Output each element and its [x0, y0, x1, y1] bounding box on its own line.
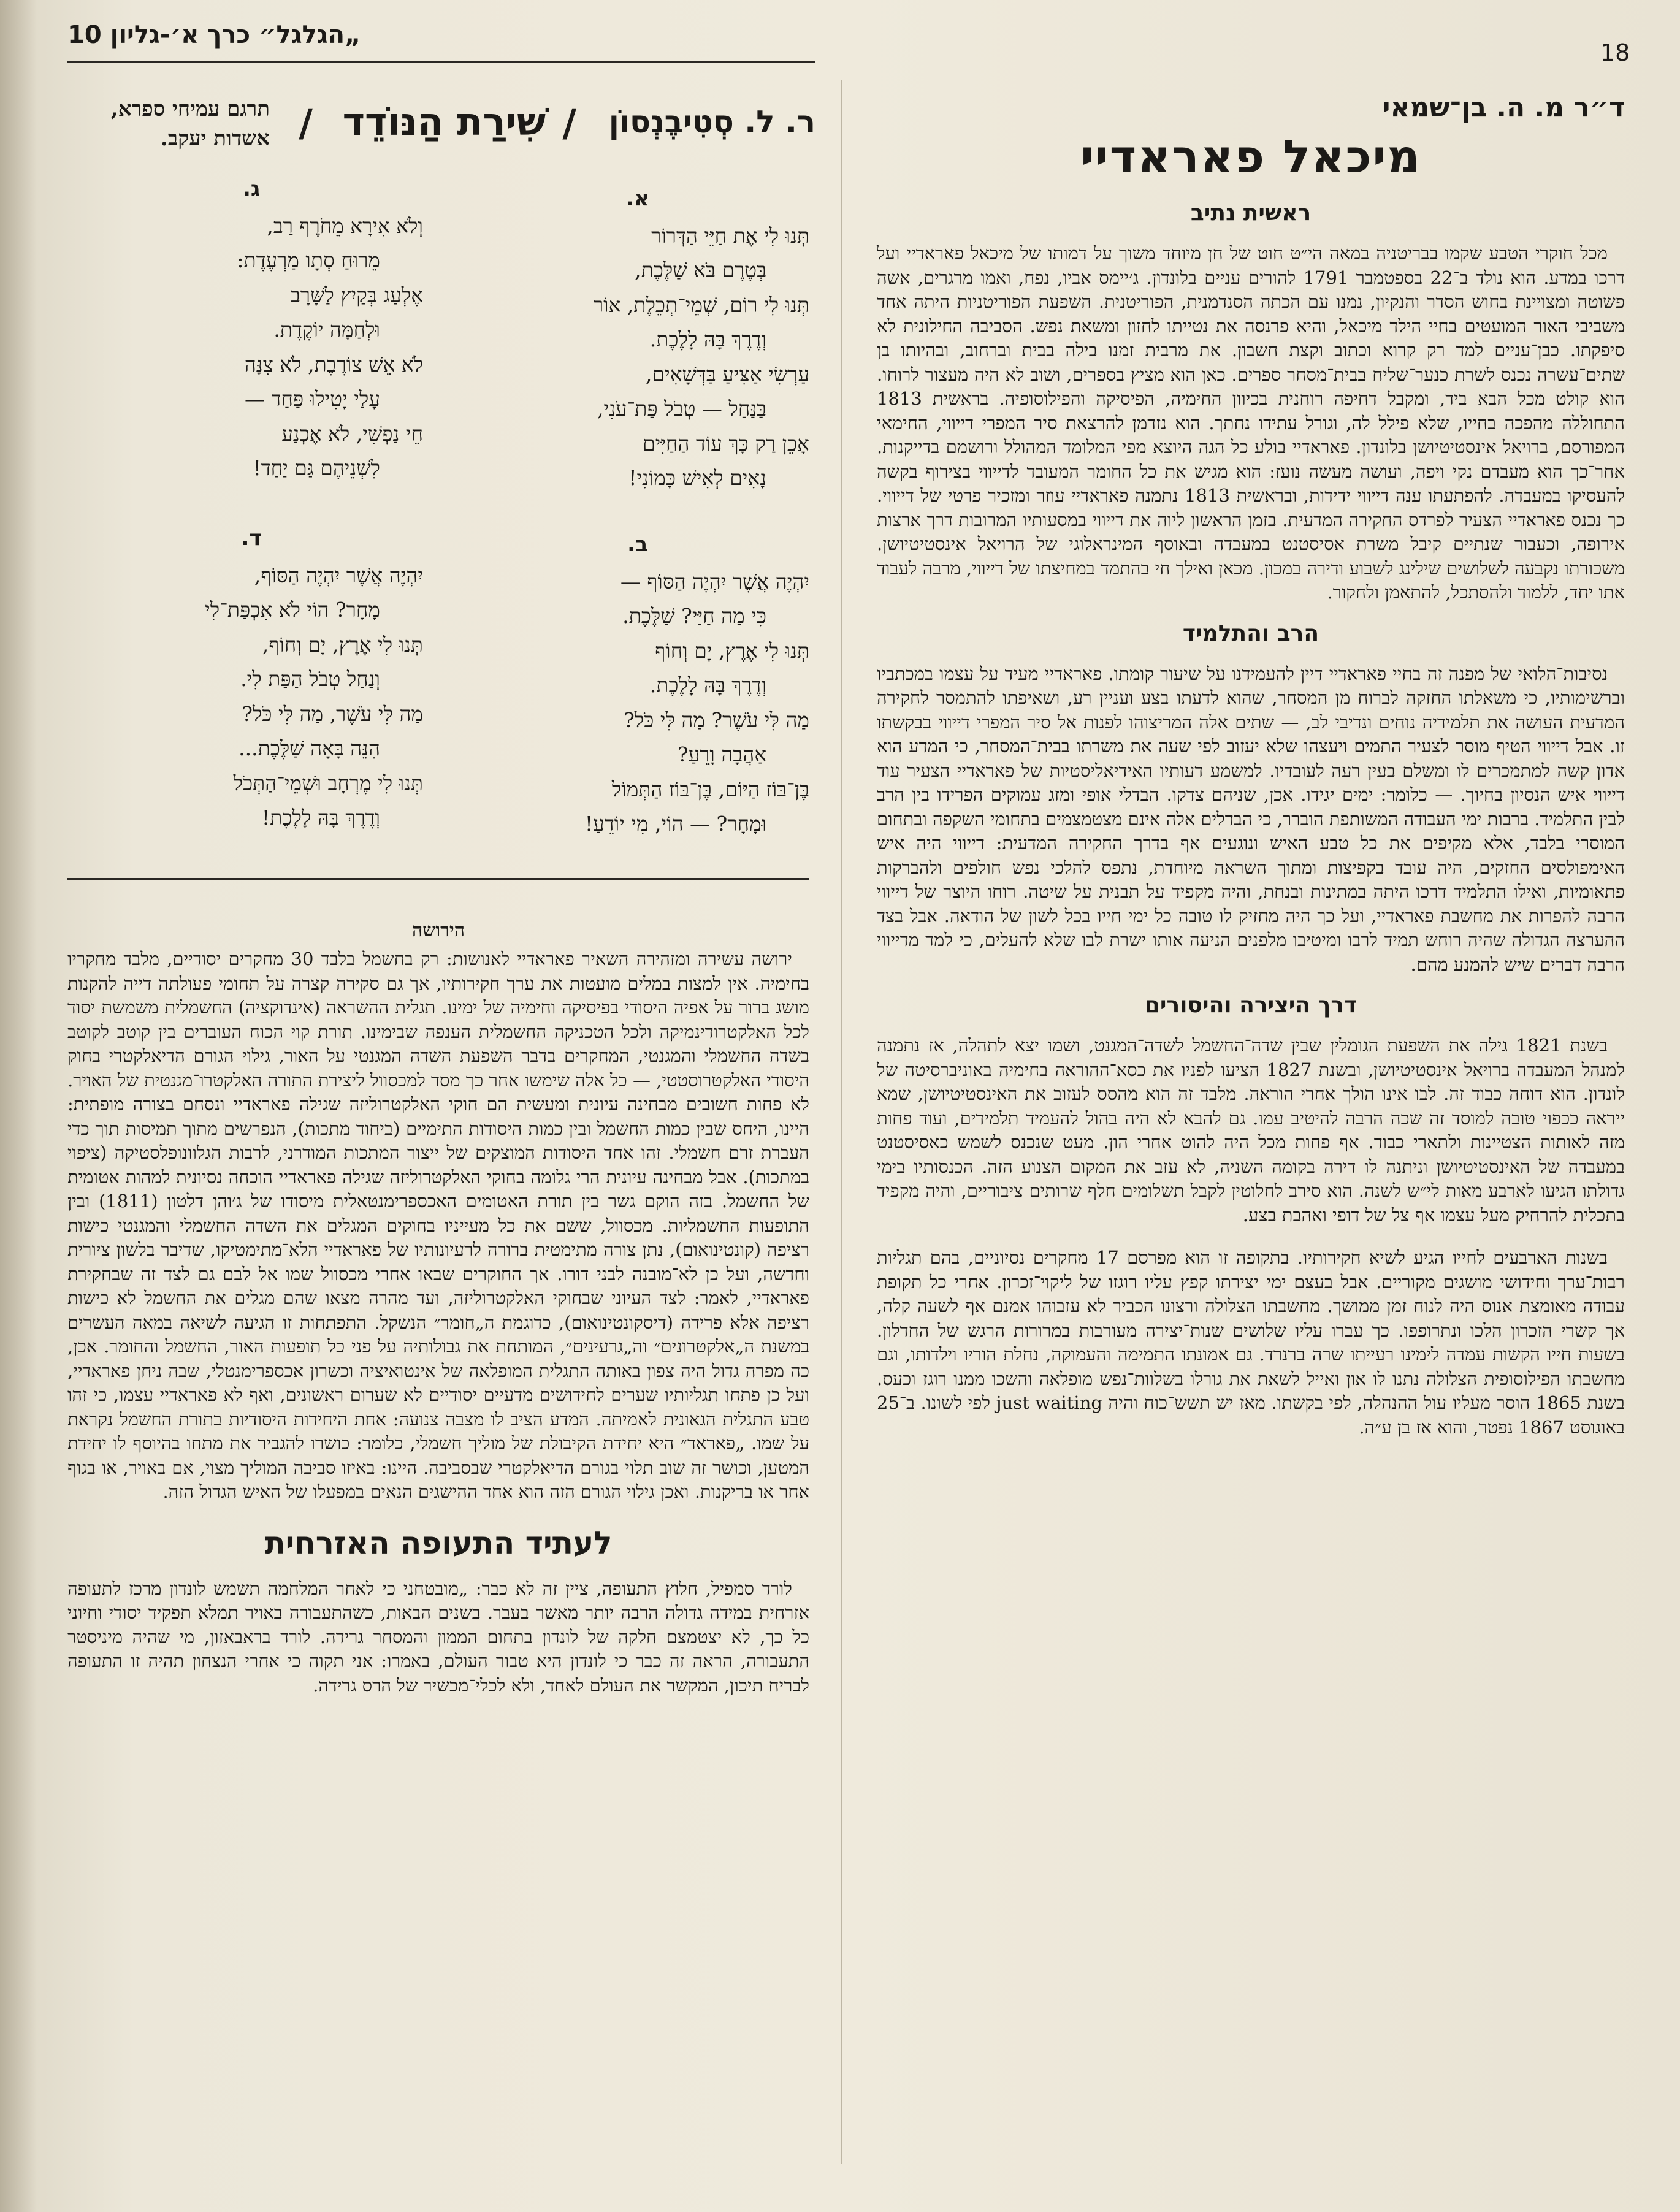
poem-line: אֶלְעַג בְּקַיִץ לַשָּׁרָב [290, 283, 423, 307]
poem-line: וְדֶרֶךְ בָּהּ לָלֶכֶת! [262, 806, 380, 830]
section-paragraph: נסיבות־הלואי של מפנה זה בחיי פאראדיי דיין להעמידנו על שיעור קומתו. פאראדיי מעיד על עצמו במכתביו וברשימותיו, כי משאלתו החזקה לברוח מן המסחר, שהוא לדעתו בצע ועניין רע, ושאיפתו להתמסר לחקירה המדעית העושה את תלמידיה נוחים ונדיבי לב, — שתים אלה המריצוהו לפנות אל סיר המפרי דייווי בבקשתו זו. אבל דייווי הטיף מוסר לצעיר התמים ויעצהו שלא יעזוב לפי שעה את משרתו בבית־המסחר, כי המדע הוא אדון קשה למתמכרים לו ומשלם בעין רעה לעובדיו. למשמע דעותיו האידיאליסטיות של פאראדיי הצעיר עוד דייווי איש הנסיון בחיוך. — כלומר: ימים יגידו. אכן, שניהם צדקו. הבדלי אופי ומזג עמוקים הפרידו בין הרב לבין התלמיד. ברבות ימי העבודה המשותפת הוברר, כי הבדלים אלה אינם מצטמצמים בתחומי השקפה ובתחום המוסרי בלבד, אלא מקיפים את כל טבע האיש ונוגעים אף בדרך החקירה המדעית: דייווי היה איש האימפולסים החזקים, היה עובד בקפיצות ומתוך השראה מיוחדת, נתפס להלכי נפש חולפים ולהברקות פתאומיות, ואילו התלמיד דרכו היתה במתינות ובנחת, והיה מקפיד על תבנית על שיטה. רוחו היוצר של דייווי הרבה להפרות את מחשבת פאראדיי, ועל כך היה מחזיק לו טובה כל ימי חייו בכל לשון של הודאה. אבל בצד ההערצה הגדולה שהיה רוחש תמיד לרבו ומיטיבו מלפנים הניעה אותו ישרת לבו שלא להעלים, כי למד מדייווי הרבה דברים שיש להמנע מהם. [877, 663, 1625, 975]
section-paragraph: בשנות הארבעים לחייו הגיע לשיא חקירותיו. בתקופה זו הוא מפרסם 17 מחקרים נסיוניים, בהם תגליות רבות־ערך וחידושי מושגים מקוריים. אבל בעצם ימי יצירתו קפץ עליו רוגזו של ליקוי־זכרון. אחרי כל תקופת עבודה מאומצת אנוס היה לנוח זמן ממושך. מחשבתו הצלולה ורצונו הכביר לא עזבוהו אמנם אף לשעה קלה, אך קשרי הזכרון הלכו ונתרופפו. כך עברו עליו שלושים שנות־יצירה מעורבות במרורות הרגש של החדלון. בשעות חייו הקשות עמדה לימינו רעייתו שרה ברנרד. גם אמונתו התמימה והעמוקה, נחלת הוריו וילדותו, וגם מחשבתו הפילוסופית הצלולה נתנו לו און ואייל לשאת את גורלו בשלוות־נפש מופלאה והשכו ממנו רוגז וכעס. בשנת 1865 הוסר מעליו עול ההנהלה, לפי בקשתו. מאז יש תשש־כוח והיה just waiting לפי לשונו. ב־25 באוגוסט 1867 נפטר, והוא אז בן ע״ה. [877, 1247, 1625, 1438]
poem-line: מַה לִּי עֹשֶׁר? מַה לִּי כֹּל? [624, 707, 809, 732]
poem-line: חֵי נַפְשִׁי, לֹא אֶכְנַע [281, 421, 423, 446]
poem-line: לֹא אֵשׁ צוֹרֶבֶת, לֹא צִנָּה [244, 352, 423, 376]
poem-line: לִשְׁנֵיהֶם גַּם יַחַד! [253, 456, 380, 480]
poem-line: תְּנוּ לִי אֶת חַיֵּי הַדְּרוֹר [651, 223, 809, 248]
running-head: „הגלגל״ כרך א׳-גליון 10 [67, 21, 361, 49]
poem-line: מָחָר? הוֹי לֹא אִכְפַּת־לִי [205, 598, 380, 622]
stanza-number: ד. [241, 526, 262, 551]
poem-line: יִהְיֶה אֲשֶׁר יִהְיֶה הַסּוֹף — [620, 569, 809, 593]
stanza-number: ג. [242, 177, 261, 201]
aviation-article-title: לעתיד התעופה האזרחית [264, 1525, 613, 1561]
poem-line: הִנֵּה בָּאָה שַׁלֶּכֶת... [239, 736, 380, 760]
legacy-paragraph: ירושה עשירה ומזהירה השאיר פאראדיי לאנושות: רק בחשמל בלבד 30 מחקרים יסודיים, מלבד מחקריו בחימיה. אין למצות במלים מועטות את ערך חקירותיו, אך גם סקירה קצרה על תחומי פעולתה דייה להקנות מושג ברור על אפיה היסודי בפיסיקה וחימיה של ימינו. תגלית ההשראה (אינדוקציה) החשמלית משמשת יסוד לכל האלקטרודינמיקה ולכל הטכניקה החשמלית הענפה שבימינו. תורת קוי הכוח העוברים בין קוטב לקוטב בשדה החשמלי והמגנטי, המחקרים בדבר השפעת השדה המגנטי על האור, גילוי הגורם הדיאלקטרי בחוק היסודי האלקטרוסטטי, — כל אלה שימשו אחר כך מסד למכסוול ליצירת התורה האלקטרו־מגנטית של האויר. לא פחות חשובים מבחינה עיונית ומעשית הם חוקי האלקטרוליזה שגילה פאראדיי ונסחם בצורה מופתית: היינו, היחס שבין כמות החשמל ובין כמות היסודות התימיים (ביחוד מתכות), הנפרשים מתוך תמיסות תוך כדי העברת זרם חשמלי. זהו אחד היסודות המוצקים של ייצור המתכות המודרני, לרבות הגלוונופלסטיקה (ציפוי במתכות). אבל מבחינה עיונית הרי גלומה בחוקי האלקטרוליזה שגילה פאראדיי הוכחה נסיונית למהות אטומית של החשמל. בזה הוקם גשר בין תורת האטומים האכספרימנטאלית מיסודו של ג׳והן דלטון (1811) ובין התופעות החשמליות. מכסוול, ששם את כל מעייניו בחוקים המגלים את השדה החשמלי והמגנטי כישות רציפה (קונטינואום), נתן צורה מתימטית ברורה לרעיונותיו של פאראדיי הלא־מתימטיקו, שדיבר בלשון ציורית וחדשה, ועל כן לא־מובנה לבני דורו. אך החוקרים שבאו אחרי מכסוול שמו אל לבם גם לצד זה שבחקירת פאראדיי, לאמר: לצד העיוני שבחוקי האלקטרוליזה, ועד מהרה מצאו שהם מגלים את החשמל לא כישות רציפה אלא פרידה (דיסקונטינואום), כדוגמת ה„חומר״ הנשקל. התפתחות זו הגיעה לשיאה במאה העשרים במשנת ה„אלקטרונים״ וה„גרעינים״, המותחת את גבולותיה על פני כל תופעות האור, החשמל והחומר. אכן, כה מפרה גדול היה צפון באותה התגלית המופלאה של אינטואיציה וכשרון אכספרימנטלי, שבה ניחן פאראדיי, ועל כן פתחו תגליותיו שערים לחידושים מדעיים יסודיים לא שערום ראשונים, ואף לא פאראדיי עצמו, כי זהו טבע התגלית הגאונית לאמיתה. המדע הציב לו מצבה צנועה: אחת היחידות היסודיות בתורת החשמל נקראת על שמו. „פאראד״ היא יחידת הקיבולת של מוליך חשמלי, כלומר: כושרו להגביר את מתחו בהיוסף לו יחידת המטען, וכושר זה שוב תלוי בגורם הדיאלקטרי שבסביבה. היינו: באיזו סביבה המוליך מצוי, אם באויר, או בגוף אחר או בריקנות. ואכן גילוי הגורם הזה הוא אחד ההישגים הנאים במפעלו של האיש הגדול הזה. [67, 948, 809, 1502]
translator-line: אשדות יעקב. [160, 126, 270, 151]
poem-stanza-3 [80, 172, 423, 486]
aviation-paragraph: לורד סמפיל, חלוץ התעופה, ציין זה לא כבר: „מובטחני כי לאחר המלחמה תשמש לונדון מרכז לתעופה אזרחית במידה גדולה הרבה יותר מאשר בעבר. בשנים הבאות, כשהתעבורה באויר תמלא תפקיד יסודי וחיוני כל כך, לא יצטמצם חלקה של לונדון בתחום הממון והמסחר גרידה. לורד בראבאזון, מי שהיה מיניסטר התעבורה, הראה זה כבר כי לונדון היא טבור העולם, באמרו: אני תקוה כי אחרי הנצחון תהיה זו התעופה לבריח תיכון, המקשר את העולם לאחד, ולא לכלי־מכשיר של הרס גרידה. [67, 1577, 809, 1696]
poem-stanza-1 [466, 181, 809, 496]
article-faraday [877, 92, 1625, 1446]
poem-line: עַרְשִׂי אַצִּיעַ בַּדְּשָׁאִים, [646, 362, 809, 386]
poem-line: תְּנוּ לִי מֶרְחָב וּשְׁמֵי־הַתְּכֹל [233, 771, 423, 795]
poem-translator [67, 94, 270, 153]
stanza-number: ב. [627, 532, 648, 557]
poem-line: תְּנוּ לִי אֶרֶץ, יָם וְחוֹף [655, 638, 809, 663]
poem-line: כִּי מַה חַיַּי? שַׁלֶּכֶת. [622, 604, 766, 628]
poem-line: מֵרוּחַ סְתָו מַרְעֶדֶת: [237, 248, 380, 272]
article-legacy [67, 920, 809, 1704]
poem-stanza-2 [466, 527, 809, 842]
poem-line: וְדֶרֶךְ בָּהּ לָלֶכֶת. [649, 327, 766, 351]
poem-line: מַה לִּי עֹשֶׁר, מַה לִּי כֹּל? [242, 701, 423, 726]
section-paragraph: בשנת 1821 גילה את השפעת הגומלין שבין שדה־החשמל לשדה־המגנט, ושמו יצא לתהלה, אז נתמנה למנהל המעבדה ברויאל אינסטיטיושן, ובשנת 1827 הציעו לפניו את כסא־ההוראה בחימיה באוניברסיטה של לונדון. הוא דוחה כבוד זה. לבו אינו הולך אחרי הוראה. מלבד זה הוא מהסס לעזוב את האינסטיטיושן, שמא ייראה ככפוי טובה למוסד זה שכה הרבה להיטיב עמו. גם להבא לא היה בהול להעמיד תלמידים, ועוד פחות מזה לאותות הצטיינות ולתארי כבוד. אף פחות מכל היה להוט אחרי הון. מעט שנכנס לשמש כאסיסטנט במעבדה של האינסטיטיושן וניתנה לו דירה בקומה השניה, לא עזב את המקום הצנוע הזה. הכנסותיו בימי גדולתו הגיעו לארבע מאות לי״ש לשנה. הוא סירב לחלוטין לקבל תשלומים חלף שרותים ציבוריים, והיה מקפיד בתכלית להרחיק מעל עצמו אף צל של דופי ואהבת בצע. [877, 1035, 1625, 1226]
section-title-beginning: ראשית נתיב [1190, 200, 1312, 226]
poem-separator: / [562, 101, 576, 145]
section-paragraph: מכל חוקרי הטבע שקמו בבריטניה במאה הי״ט חוט של חן מיוחד משוך על דמותו של מיכאל פאראדיי ועל דרכו במדע. הוא נולד ב־22 בספטמבר 1791 להורים עניים בלונדון. ג׳יימס אביו, נפח, ואמו מרגרים, אשה פשוטה ומצויינת בחוש הסדר והנקיון, נמנו עם הכתה הסנדמנית, הפוריטנית. השפעת הפוריטניות היתה אחד משביבי האור המועטים בחיי הילד מיכאל, והיא פרנסה את נטייתו לחזון ומשאת נפש. הסביבה החילונית לא סיפקתו. כבן־עניים למד רק קרוא וכתוב וקצת חשבון. את מרבית זמנו בילה בבית וברחוב, ובהיותו בן שתים־עשרה נכנס לשרת כנער־שליח בבית־מסחר ספרים. כאן הוא מציץ בספרים, ושוב לא היה מעצור לרוחו. הוא קולט מכל הבא ביד, ומקבל דחיפה רוחנית בכיוון החימיה, הפיסיקה והפילוסופיה. בראשית 1813 התחוללה מהפכה בחייו, שלא פילל לה, וגורל עתידו נחתך. הוא נזדמן להרצאת סיר המפרי דייווי, החימאי המפורסם, ברויאל אינסטיטיושן בלונדון. פאראדיי בולע כל הגה היוצא מפי המלומד המהולל ורושמם בדייקנות. אחר־כך הוא מעבדם נקי ויפה, ועושה מעשה נועז: הוא מגיש את כל החומר המעובד לדייווי בצירוף בקשה להעסיקו במעבדה. להפתעתו ענה דייווי ידידות, ובראשית 1813 נתמנה פאראדיי עוזר ומזכיר פרטי של דייווי. כך נכנס פאראדיי הצעיר לפרדס החקירה המדעית. בזמן הראשון ליוה את דייווי במסעותיו המרובות דרך ארצות אירופה, וכעבור שנתיים קיבל משרת אסיסטנט במעבדה ובאוסף המינראלוגי של הרויאל אינסטיטיושן. משכורתו נקבעה לשלושים שילינג לשבוע ודירה במכון. מכאן ואילך חי בהתמד במחיצתו של דייווי, מרבה לעבוד אתו יחד, ללמוד ולהסתכל, להתאמן ולחקור. [877, 243, 1625, 603]
poem-header [67, 92, 815, 153]
poem-line: וְנַחַל טְבֹל הַפַּת לִי. [240, 667, 380, 691]
legacy-title: הירושה [411, 920, 465, 941]
poem-line: תְּנוּ לִי אֶרֶץ, יָם וְחוֹף, [262, 632, 423, 657]
poem-line: בֶּן־בּוֹז הַיּוֹם, בֶּן־בּוֹז הַתְּמוֹל [611, 777, 809, 801]
section-title-creation-suffering: דרך היצירה והיסורים [1144, 993, 1357, 1018]
poem-line: בַּנַּחַל — טְבֹל פַּת־עֹנִי, [597, 397, 766, 421]
poem-line: יִהְיֶה אֲשֶׁר יִהְיֶה הַסּוֹף, [254, 563, 423, 587]
poem-title: שִׁירַת הַנּוֹדֵד [342, 99, 546, 144]
article-author: ד״ר מ. ה. בן־שמאי [1382, 92, 1625, 123]
poem-author: ר. ל. סְטִיבֶנְסוֹן [608, 104, 815, 140]
header-rule [67, 61, 815, 63]
poem-line: אַהֲבָה וָרֵעַ? [677, 742, 766, 766]
poem-line: אָכֵן רַק כָּךְ עוֹד הַחַיִּים [643, 431, 809, 456]
poem-line: נָאִים לְאִישׁ כָּמוֹנִי! [628, 466, 766, 490]
page-number: 18 [1600, 39, 1630, 66]
poem-line: וְדֶרֶךְ בָּהּ לָלֶכֶת. [649, 673, 766, 697]
poem-line: וּמָחָר? — הוֹי, מִי יוֹדֵעַ! [584, 812, 766, 836]
translator-line: תרגם עמיחי ספרא, [110, 97, 270, 121]
poem-divider [67, 878, 809, 880]
poem-line: תְּנוּ לִי רוֹם, שְׁמֵי־תְכֵלֶת, אוֹר [593, 292, 809, 317]
poem-line: עָלַי יָטִילוּ פַּחַד — [244, 387, 380, 411]
poem-line: וּלְחַמָּה יוֹקֶדֶת. [273, 318, 380, 341]
binding-shadow [0, 0, 37, 2212]
section-title-master-student: הרב והתלמיד [1182, 620, 1319, 646]
article-title: מיכאל פאראדיי [1080, 131, 1421, 183]
poem-separator: / [299, 101, 313, 145]
column-gutter [841, 80, 842, 2164]
poem-stanza-4 [80, 521, 423, 836]
poem-line: וְלֹא אִירָא מֵחֹרֶף רַב, [267, 213, 423, 238]
poem-line: בְּטֶרֶם בֹּא שַׁלֶּכֶת, [635, 258, 766, 282]
stanza-number: א. [626, 186, 649, 211]
